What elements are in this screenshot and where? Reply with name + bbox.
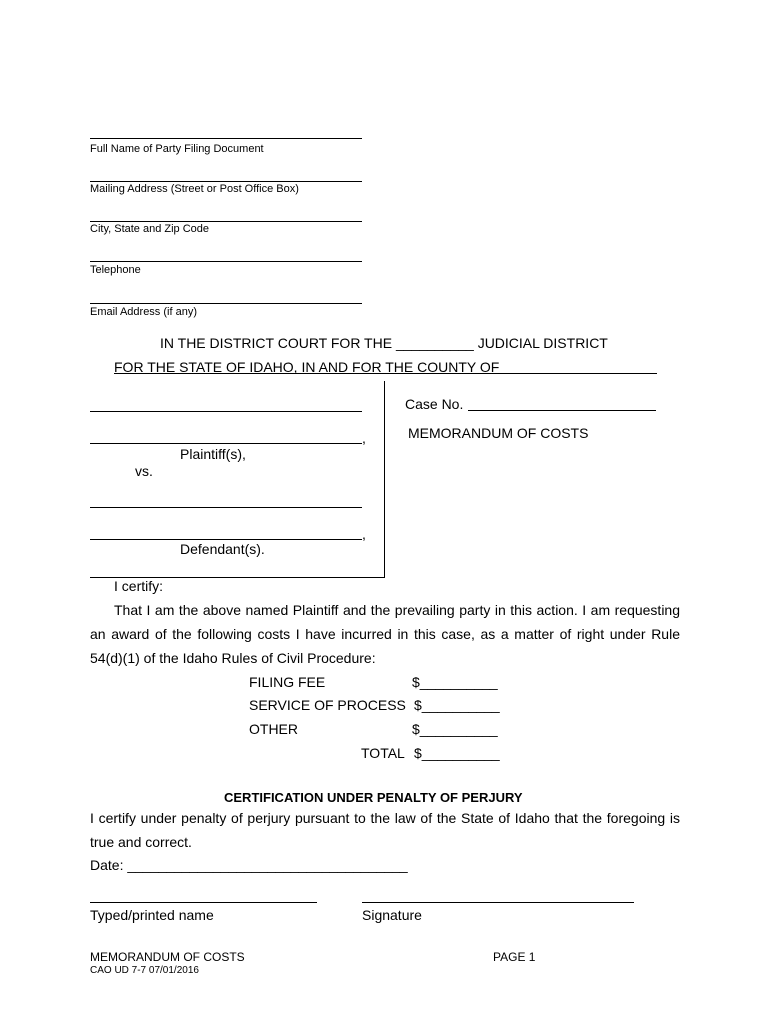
defendant-label: Defendant(s). [180, 541, 265, 557]
body-paragraph-text: That I am the above named Plaintiff and the prevailing party in this action. I am requesting an award of the following costs I have incurred in this case, as a matter of right under Rule 54(d)(1) of the Idaho Rules of Civil Procedure: [90, 602, 680, 666]
certification-text [90, 806, 680, 854]
defendant-line-1[interactable] [90, 507, 362, 508]
footer-title: MEMORANDUM OF COSTS [90, 950, 245, 964]
telephone-label: Telephone [90, 264, 141, 276]
filing-fee-label: FILING FEE [249, 674, 326, 690]
document-title: MEMORANDUM OF COSTS [408, 425, 589, 441]
case-no-line[interactable] [468, 410, 656, 411]
plaintiff-label: Plaintiff(s), [180, 446, 246, 462]
typed-name-label: Typed/printed name [90, 907, 214, 923]
certification-heading: CERTIFICATION UNDER PENALTY OF PERJURY [224, 790, 523, 805]
footer-form-id: CAO UD 7-7 07/01/2016 [90, 965, 199, 976]
telephone-line[interactable] [90, 261, 362, 262]
court-heading-line1: IN THE DISTRICT COURT FOR THE __________ JUDICIAL DISTRICT [160, 335, 608, 351]
mailing-address-label: Mailing Address (Street or Post Office Box) [90, 183, 299, 195]
body-paragraph [90, 598, 680, 670]
city-label: City, State and Zip Code [90, 223, 210, 235]
defendant-comma: , [362, 526, 366, 542]
plaintiff-line-2[interactable] [90, 443, 362, 444]
filing-fee-amount[interactable]: $__________ [412, 674, 498, 690]
date-field[interactable]: Date: ____________________________________ [90, 857, 408, 873]
other-label: OTHER [249, 721, 298, 737]
court-heading-line2: FOR THE STATE OF IDAHO, IN AND FOR THE COUNTY OF [114, 359, 500, 375]
total-amount[interactable]: $__________ [414, 745, 500, 761]
full-name-label: Full Name of Party Filing Document [90, 143, 264, 155]
full-name-line[interactable] [90, 138, 362, 139]
case-no-label: Case No. [405, 396, 464, 412]
caption-divider [384, 381, 385, 578]
defendant-line-2[interactable] [90, 539, 362, 540]
mailing-address-line[interactable] [90, 181, 362, 182]
county-line[interactable] [114, 373, 657, 374]
other-amount[interactable]: $__________ [412, 721, 498, 737]
city-line[interactable] [90, 221, 362, 222]
vs-label: vs. [135, 463, 153, 479]
email-line[interactable] [90, 303, 362, 304]
footer-page: PAGE 1 [493, 950, 536, 964]
service-amount[interactable]: $__________ [414, 697, 500, 713]
signature-line[interactable] [362, 902, 634, 903]
total-label: TOTAL [361, 745, 405, 761]
service-label: SERVICE OF PROCESS [249, 697, 406, 713]
email-label: Email Address (if any) [90, 306, 197, 318]
plaintiff-comma: , [362, 430, 366, 446]
signature-label: Signature [362, 907, 422, 923]
plaintiff-line-1[interactable] [90, 411, 362, 412]
certify-label: I certify: [114, 578, 164, 594]
typed-name-line[interactable] [90, 902, 317, 903]
certification-text-content: I certify under penalty of perjury pursuant to the law of the State of Idaho that the foregoing is true and correct. [90, 810, 680, 850]
